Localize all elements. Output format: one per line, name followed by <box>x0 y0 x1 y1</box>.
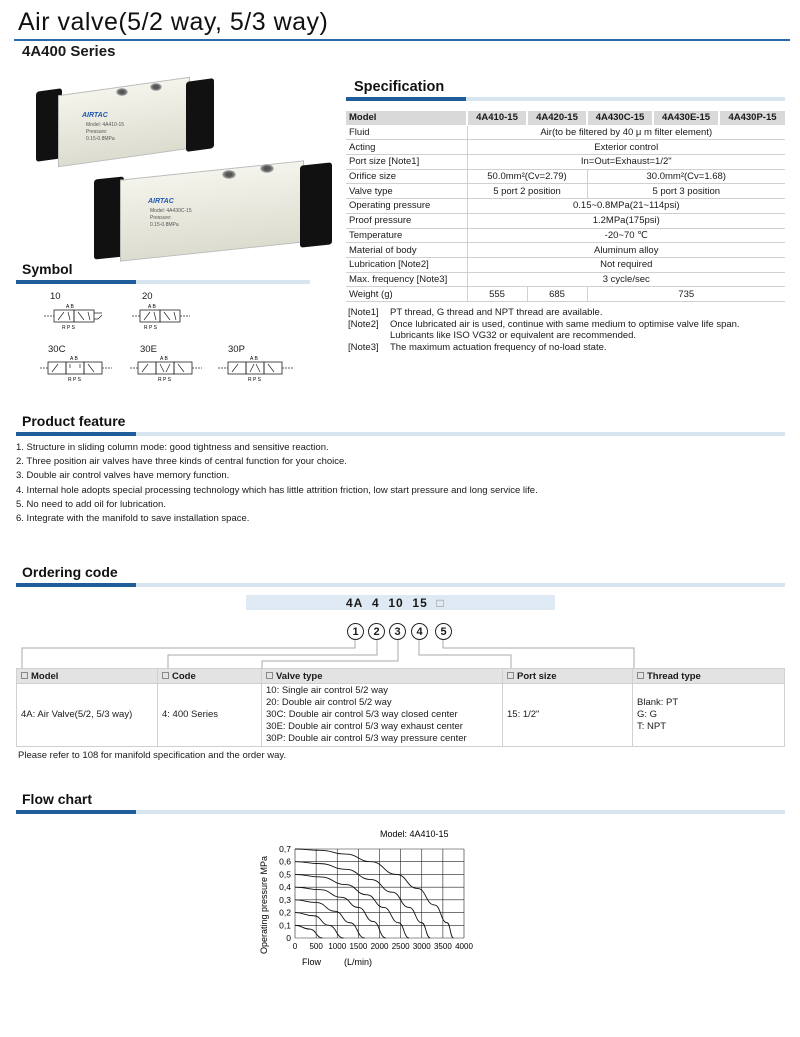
ordering-code-table <box>16 668 785 747</box>
valve-symbol-30p <box>216 352 300 382</box>
valve-2-pressure-range: 0.15-0.8MPa <box>150 222 179 228</box>
code-circle-1: 1 <box>347 623 364 640</box>
order-col-code: Code <box>158 669 262 684</box>
spec-col-4a430e: 4A430E-15 <box>653 111 719 126</box>
x-tick-label: 3000 <box>412 942 431 951</box>
spec-value: 3 cycle/sec <box>467 272 785 287</box>
code-part-series: 4 <box>372 596 380 610</box>
manifold-reference-note: Please refer to 108 for manifold specification and the order way. <box>18 750 287 761</box>
spec-label: Max. frequency [Note3] <box>346 272 467 287</box>
order-header-row <box>17 669 785 684</box>
order-port-size-value: 15: 1/2" <box>503 684 633 747</box>
y-tick-label: 0,7 <box>279 844 291 854</box>
valve-1-pressure-range: 0.15-0.8MPa <box>86 136 115 142</box>
symbol-port-labels-top: A B <box>160 356 168 362</box>
specification-heading-bar <box>346 97 785 101</box>
feature-item: 4. Internal hole adopts special processing technology which has little attrition friction, low start pressure and long service life. <box>16 484 538 496</box>
ordering-code-connectors <box>0 638 800 670</box>
feature-item: 3. Double air control valves have memory function. <box>16 470 230 482</box>
series-subtitle: 4A400 Series <box>22 43 116 60</box>
spec-value: Air(to be filtered by 40 μ m filter element) <box>467 125 785 140</box>
flow-chart <box>250 826 490 972</box>
symbol-heading: Symbol <box>22 261 73 277</box>
x-tick-label: 2000 <box>370 942 389 951</box>
spec-value: In=Out=Exhaust=1/2" <box>467 155 785 170</box>
spec-value: 555 <box>467 287 527 302</box>
order-thread-type-values <box>633 684 785 747</box>
product-image-valve-1 <box>36 80 216 165</box>
flow-curve-0-1-mpa <box>295 925 322 938</box>
spec-label: Operating pressure <box>346 199 467 214</box>
note-text: The maximum actuation frequency of no-load state. <box>390 341 607 353</box>
thread-type-option: G: G <box>637 709 658 720</box>
x-tick-label: 500 <box>309 942 323 951</box>
spec-value: Not required <box>467 257 785 272</box>
y-tick-label: 0,4 <box>279 882 291 893</box>
symbol-port-labels-top: A B <box>70 356 78 362</box>
ordering-code-example <box>346 596 445 610</box>
spec-label: Acting <box>346 140 467 155</box>
y-tick-label: 0,6 <box>279 856 291 867</box>
symbol-port-labels-bottom: R P S <box>62 325 75 330</box>
order-model-value: 4A: Air Valve(5/2, 5/3 way) <box>17 684 158 747</box>
spec-label: Weight (g) <box>346 287 467 302</box>
valve-type-option: 30C: Double air control 5/3 way closed center <box>266 709 458 720</box>
spec-value: 735 <box>587 287 785 302</box>
x-tick-label: 3500 <box>433 942 452 951</box>
feature-item: 1. Structure in sliding column mode: good tightness and sensitive reaction. <box>16 442 329 453</box>
product-feature-heading: Product feature <box>22 413 126 429</box>
order-valve-type-values <box>262 684 503 747</box>
spec-row-port-size <box>346 155 785 170</box>
order-code-value: 4: 400 Series <box>158 684 262 747</box>
spec-row-orifice <box>346 169 785 184</box>
spec-value: Exterior control <box>467 140 785 155</box>
x-tick-label: 1500 <box>349 942 368 951</box>
spec-label: Valve type <box>346 184 467 199</box>
spec-col-model: Model <box>346 111 467 126</box>
symbol-label-30e: 30E <box>140 344 157 355</box>
spec-col-4a410: 4A410-15 <box>467 111 527 126</box>
y-tick-label: 0,2 <box>279 907 291 918</box>
order-col-thread-type: Thread type <box>633 669 785 684</box>
brand-logo: AIRTAC <box>82 112 108 119</box>
code-circle-5: 5 <box>435 623 452 640</box>
spec-label: Proof pressure <box>346 213 467 228</box>
spec-row-weight <box>346 287 785 302</box>
chart-title: Model: 4A410-15 <box>380 829 449 839</box>
feature-item: 6. Integrate with the manifold to save installation space. <box>16 513 250 525</box>
note-key: [Note2] <box>348 318 379 330</box>
order-value-row <box>17 684 785 747</box>
spec-label: Lubrication [Note2] <box>346 257 467 272</box>
valve-1-pressure-label: Pressure: <box>86 129 108 135</box>
ordering-code-heading: Ordering code <box>22 564 118 580</box>
spec-row-proof-pressure <box>346 213 785 228</box>
valve-symbol-30e <box>128 352 208 382</box>
spec-col-4a430c: 4A430C-15 <box>587 111 653 126</box>
y-tick-label: 0,3 <box>279 894 291 905</box>
thread-type-option: Blank: PT <box>637 697 679 708</box>
valve-type-option: 30E: Double air control 5/3 way exhaust center <box>266 721 463 732</box>
symbol-port-labels-bottom: R P S <box>68 377 81 382</box>
order-col-valve-type: Valve type <box>262 669 503 684</box>
spec-header-row <box>346 111 785 126</box>
symbol-port-labels-top: A B <box>66 304 74 310</box>
spec-row-acting <box>346 140 785 155</box>
valve-type-option: 20: Double air control 5/2 way <box>266 697 392 708</box>
valve-symbol-10 <box>40 300 108 330</box>
symbol-label-20: 20 <box>142 291 153 302</box>
note-text: Once lubricated air is used, continue with same medium to optimise valve life span. Lubricants like ISO VG32 or equivalent are recommended. <box>390 318 740 341</box>
title-divider <box>14 39 790 41</box>
spec-row-fluid <box>346 125 785 140</box>
symbol-port-labels-bottom: R P S <box>144 325 157 330</box>
note-key: [Note1] <box>348 307 379 318</box>
valve-type-option: 10: Single air control 5/2 way <box>266 685 388 696</box>
flow-curve-0-3-mpa <box>295 900 365 938</box>
spec-row-operating-pressure <box>346 199 785 214</box>
chart-x-axis-label: Flow <box>302 957 322 967</box>
chart-y-axis-label: Operating pressure MPa <box>259 855 269 954</box>
spec-value: 5 port 3 position <box>587 184 785 199</box>
spec-label: Temperature <box>346 228 467 243</box>
x-tick-label: 1000 <box>328 942 347 951</box>
symbol-label-10: 10 <box>50 291 61 302</box>
brand-logo: AIRTAC <box>148 198 174 205</box>
flow-curve-0-5-mpa <box>295 874 409 938</box>
spec-value: 50.0mm²(Cv=2.79) <box>467 169 587 184</box>
y-tick-label: 0 <box>286 933 291 943</box>
note-key: [Note3] <box>348 341 379 353</box>
spec-col-4a420: 4A420-15 <box>527 111 587 126</box>
spec-value: 0.15~0.8MPa(21~114psi) <box>467 199 785 214</box>
code-part-port-size: 15 <box>412 596 428 610</box>
spec-notes <box>348 307 770 353</box>
spec-value: 685 <box>527 287 587 302</box>
code-circle-4: 4 <box>411 623 428 640</box>
thread-type-option: T: NPT <box>637 721 667 732</box>
page-title: Air valve(5/2 way, 5/3 way) <box>18 8 329 36</box>
code-part-thread-type: □ <box>436 596 445 610</box>
code-circle-3: 3 <box>389 623 406 640</box>
code-part-model: 4A <box>346 596 364 610</box>
specification-heading: Specification <box>354 79 445 95</box>
valve-symbol-30c <box>38 352 118 382</box>
spec-value: 5 port 2 position <box>467 184 587 199</box>
order-col-model: Model <box>17 669 158 684</box>
specification-table <box>346 110 785 302</box>
symbol-port-labels-top: A B <box>250 356 258 362</box>
order-col-port-size: Port size <box>503 669 633 684</box>
valve-1-model-text: Model: 4A410-15 <box>86 122 125 128</box>
note-text: PT thread, G thread and NPT thread are available. <box>390 307 603 318</box>
chart-x-axis-unit: (L/min) <box>344 957 373 967</box>
x-tick-label: 4000 <box>455 942 473 951</box>
y-tick-label: 0,5 <box>279 869 291 880</box>
spec-value: Aluminum alloy <box>467 243 785 258</box>
product-image-valve-2 <box>94 160 334 260</box>
symbol-heading-bar <box>16 280 310 284</box>
symbol-label-30p: 30P <box>228 344 245 355</box>
spec-label: Material of body <box>346 243 467 258</box>
symbol-label-30c: 30C <box>48 344 66 355</box>
valve-2-model-text: Model: 4A430C-15 <box>150 208 192 214</box>
feature-item: 2. Three position air valves have three kinds of central function for your choice. <box>16 456 347 468</box>
spec-row-material <box>346 243 785 258</box>
flow-curve-0-7-mpa <box>295 849 453 938</box>
product-feature-list <box>16 441 538 526</box>
feature-item: 5. No need to add oil for lubrication. <box>16 498 166 510</box>
valve-2-pressure-label: Pressure: <box>150 215 172 221</box>
spec-label: Orifice size <box>346 169 467 184</box>
spec-label: Fluid <box>346 125 467 140</box>
flow-chart-heading: Flow chart <box>22 791 93 807</box>
x-tick-label: 0 <box>292 942 298 951</box>
symbol-port-labels-bottom: R P S <box>158 377 171 382</box>
spec-value: 30.0mm²(Cv=1.68) <box>587 169 785 184</box>
code-circle-2: 2 <box>368 623 385 640</box>
spec-label: Port size [Note1] <box>346 155 467 170</box>
spec-col-4a430p: 4A430P-15 <box>719 111 785 126</box>
valve-type-option: 30P: Double air control 5/3 way pressure center <box>266 733 467 744</box>
spec-value: 1.2MPa(175psi) <box>467 213 785 228</box>
spec-row-max-frequency <box>346 272 785 287</box>
spec-row-lubrication <box>346 257 785 272</box>
ordering-code-heading-bar <box>16 583 785 587</box>
spec-value: -20~70 ℃ <box>467 228 785 243</box>
product-feature-heading-bar <box>16 432 785 436</box>
x-tick-label: 2500 <box>391 942 410 951</box>
symbol-port-labels-bottom: R P S <box>248 377 261 382</box>
code-part-valve-type: 10 <box>388 596 404 610</box>
valve-symbol-20 <box>130 300 198 330</box>
flow-chart-heading-bar <box>16 810 785 814</box>
symbol-port-labels-top: A B <box>148 304 156 310</box>
y-tick-label: 0,1 <box>279 920 291 931</box>
spec-row-temperature <box>346 228 785 243</box>
spec-row-valve-type <box>346 184 785 199</box>
